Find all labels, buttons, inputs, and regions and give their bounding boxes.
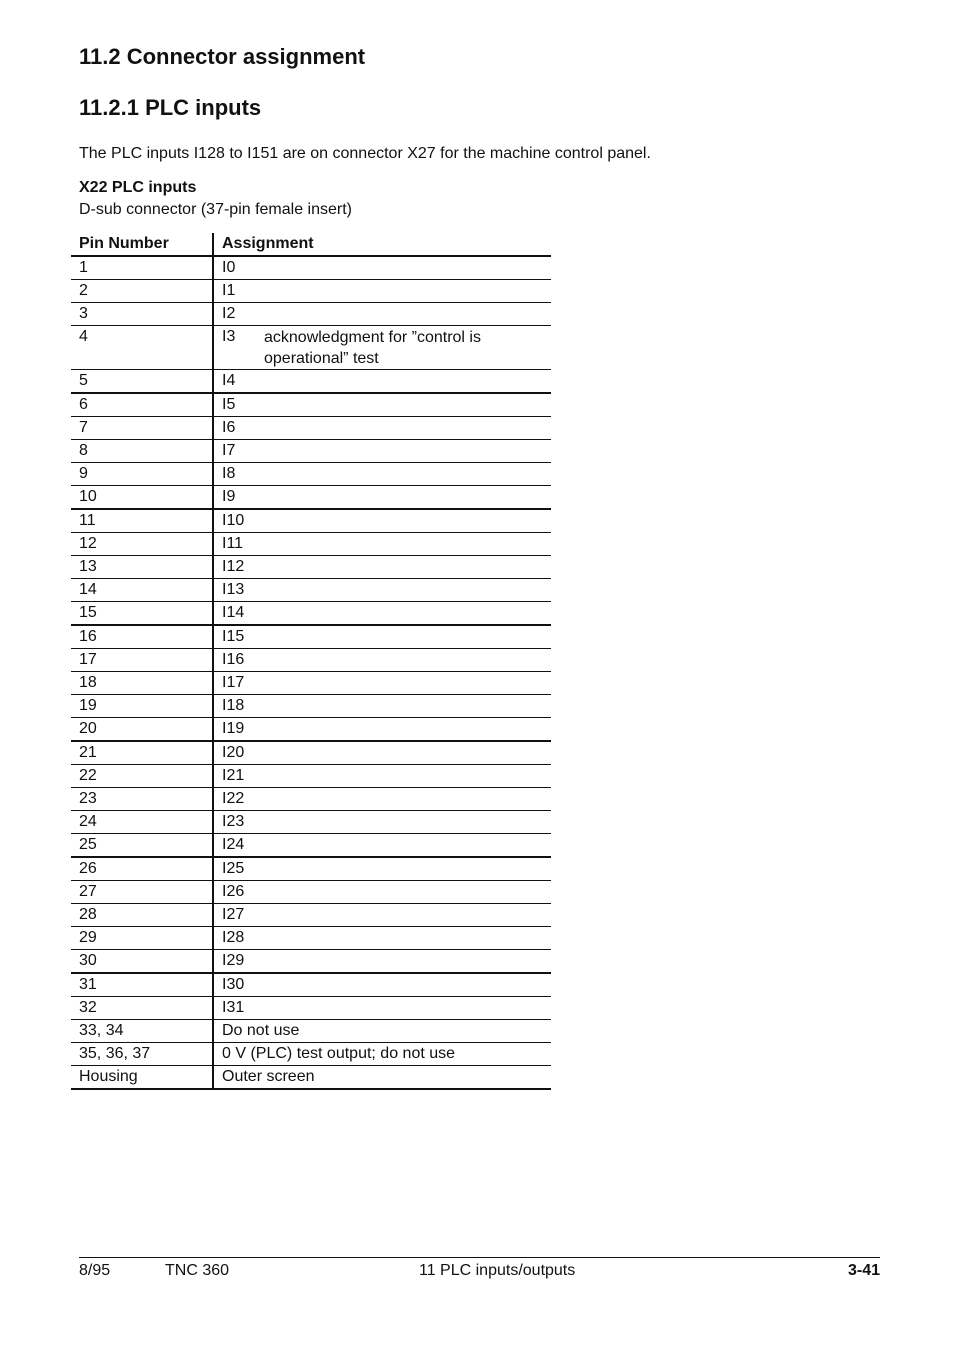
- assignment-cell: I15: [213, 625, 551, 649]
- table-row: [71, 973, 551, 997]
- section-heading: 11.2 Connector assignment: [79, 44, 366, 69]
- assignment-cell: I14: [213, 602, 551, 626]
- assignment-cell: I25: [213, 857, 551, 881]
- footer-chapter: 11 PLC inputs/outputs: [419, 1262, 576, 1279]
- assignment-cell: I7: [213, 440, 551, 463]
- table-row: [71, 1066, 551, 1090]
- assignment-header: Assignment: [213, 233, 551, 256]
- table-row: [71, 417, 551, 440]
- assignment-cell: I16: [213, 649, 551, 672]
- assignment-cell: I29: [213, 950, 551, 974]
- footer-page-number: 3-41: [847, 1262, 880, 1279]
- assignment-cell: I11: [213, 533, 551, 556]
- pin-number-cell: 12: [71, 533, 213, 556]
- assignment-cell: I21: [213, 765, 551, 788]
- table-row: [71, 440, 551, 463]
- pin-number-cell: 8: [71, 440, 213, 463]
- subsection-heading: 11.2.1 PLC inputs: [79, 95, 262, 120]
- pin-number-cell: 14: [71, 579, 213, 602]
- pin-number-cell: 27: [71, 881, 213, 904]
- table-row: [71, 556, 551, 579]
- table-row: [71, 393, 551, 417]
- assignment-cell: I5: [213, 393, 551, 417]
- table-row: [71, 370, 551, 394]
- assignment-cell: I24: [213, 834, 551, 858]
- pin-number-cell: 25: [71, 834, 213, 858]
- table-row: [71, 463, 551, 486]
- assignment-cell: I18: [213, 695, 551, 718]
- pin-number-cell: 29: [71, 927, 213, 950]
- assignment-cell: [213, 326, 551, 370]
- footer-rule: [79, 1257, 880, 1258]
- assignment-cell: I2: [213, 303, 551, 326]
- assignment-cell: I27: [213, 904, 551, 927]
- pin-number-cell: 1: [71, 256, 213, 280]
- pin-number-cell: 28: [71, 904, 213, 927]
- pin-number-cell: 23: [71, 788, 213, 811]
- table-row: [71, 904, 551, 927]
- pin-number-cell: Housing: [71, 1066, 213, 1090]
- table-row: [71, 927, 551, 950]
- assignment-cell: I10: [213, 509, 551, 533]
- footer-model: TNC 360: [165, 1262, 230, 1279]
- pin-number-cell: 20: [71, 718, 213, 742]
- assignment-cell: I23: [213, 811, 551, 834]
- assignment-note: acknowledgment for ”control is operational” test: [264, 329, 481, 367]
- table-row: [71, 280, 551, 303]
- pin-number-cell: 5: [71, 370, 213, 394]
- table-row: [71, 326, 551, 370]
- pin-number-cell: 9: [71, 463, 213, 486]
- assignment-cell: I12: [213, 556, 551, 579]
- assignment-cell: I13: [213, 579, 551, 602]
- assignment-cell: I31: [213, 997, 551, 1020]
- assignment-cell: I17: [213, 672, 551, 695]
- table-body: [71, 256, 551, 1089]
- table-row: [71, 533, 551, 556]
- table-row: [71, 625, 551, 649]
- pin-number-cell: 19: [71, 695, 213, 718]
- table-row: [71, 672, 551, 695]
- table-row: [71, 881, 551, 904]
- pin-number-cell: 21: [71, 741, 213, 765]
- pin-number-cell: 30: [71, 950, 213, 974]
- table-row: [71, 811, 551, 834]
- table-row: [71, 579, 551, 602]
- table-row: [71, 256, 551, 280]
- pin-number-cell: 6: [71, 393, 213, 417]
- pin-number-cell: 4: [71, 326, 213, 370]
- assignment-cell: I26: [213, 881, 551, 904]
- assignment-cell: I9: [213, 486, 551, 510]
- table-row: [71, 649, 551, 672]
- table-row: [71, 718, 551, 742]
- footer-date: 8/95: [79, 1262, 111, 1279]
- table-row: [71, 950, 551, 974]
- intro-text: The PLC inputs I128 to I151 are on connector X27 for the machine control panel.: [79, 145, 651, 162]
- assignment-cell: I0: [213, 256, 551, 280]
- pin-number-cell: 3: [71, 303, 213, 326]
- connector-title: X22 PLC inputs: [79, 179, 197, 196]
- pin-number-cell: 11: [71, 509, 213, 533]
- assignment-cell: I20: [213, 741, 551, 765]
- pin-assignment-table: [71, 233, 551, 1090]
- assignment-cell: I28: [213, 927, 551, 950]
- pin-number-cell: 16: [71, 625, 213, 649]
- table-row: [71, 486, 551, 510]
- table-row: [71, 788, 551, 811]
- table-row: [71, 1020, 551, 1043]
- table-row: [71, 857, 551, 881]
- pin-number-cell: 32: [71, 997, 213, 1020]
- pin-number-cell: 31: [71, 973, 213, 997]
- table-row: [71, 997, 551, 1020]
- table-row: [71, 509, 551, 533]
- assignment-cell: 0 V (PLC) test output; do not use: [213, 1043, 551, 1066]
- pin-number-cell: 13: [71, 556, 213, 579]
- table-row: [71, 695, 551, 718]
- assignment-cell: I8: [213, 463, 551, 486]
- signal-name: I3: [222, 328, 236, 345]
- table-header-row: [71, 233, 551, 256]
- pin-number-cell: 22: [71, 765, 213, 788]
- connector-description: D-sub connector (37-pin female insert): [79, 201, 353, 218]
- pin-number-cell: 2: [71, 280, 213, 303]
- pin-number-header: Pin Number: [71, 233, 213, 256]
- pin-number-cell: 7: [71, 417, 213, 440]
- assignment-cell: I22: [213, 788, 551, 811]
- pin-number-cell: 35, 36, 37: [71, 1043, 213, 1066]
- pin-number-cell: 10: [71, 486, 213, 510]
- pin-number-cell: 18: [71, 672, 213, 695]
- table-row: [71, 741, 551, 765]
- pin-number-cell: 33, 34: [71, 1020, 213, 1043]
- pin-number-cell: 26: [71, 857, 213, 881]
- table-row: [71, 602, 551, 626]
- assignment-cell: I30: [213, 973, 551, 997]
- assignment-cell: Do not use: [213, 1020, 551, 1043]
- table-row: [71, 303, 551, 326]
- assignment-cell: I4: [213, 370, 551, 394]
- assignment-cell: I6: [213, 417, 551, 440]
- table-row: [71, 765, 551, 788]
- table-row: [71, 834, 551, 858]
- assignment-cell: I1: [213, 280, 551, 303]
- pin-number-cell: 17: [71, 649, 213, 672]
- table-row: [71, 1043, 551, 1066]
- pin-number-cell: 15: [71, 602, 213, 626]
- assignment-cell: Outer screen: [213, 1066, 551, 1090]
- pin-number-cell: 24: [71, 811, 213, 834]
- assignment-cell: I19: [213, 718, 551, 742]
